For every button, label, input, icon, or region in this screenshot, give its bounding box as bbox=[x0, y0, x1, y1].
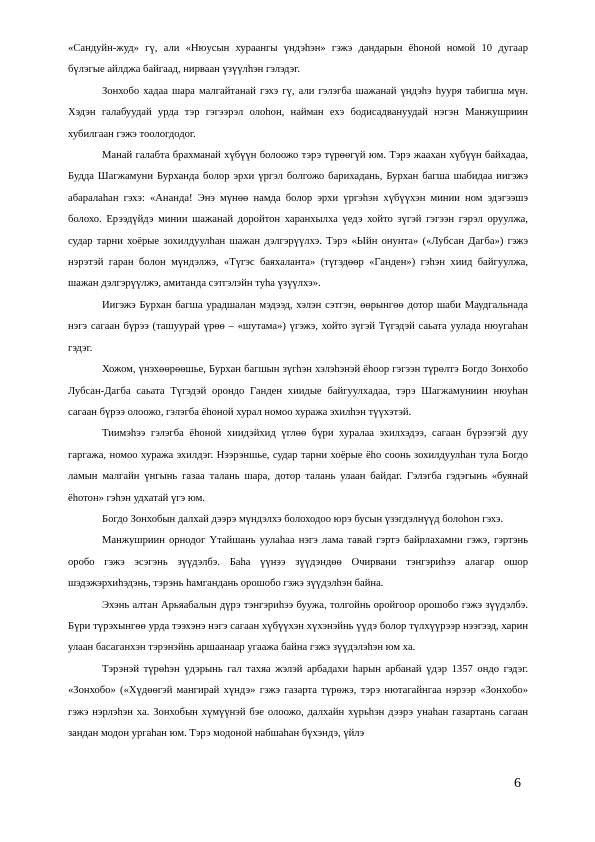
paragraph: Манжушриин орнодог Үтайшань уулаһаа нэгэ лама тавай гэртэ байрлахамни гэжэ, гэртэнь оробо гэжэ эсэгэнь зүүдэлбэ. Баһа үүнээ зүүдэндөө Очирвани тэнгэриһээ алагар ошор шэдэжэрхиһэдэнь, тэрэнь һамгандань орошобо гэжэ зүүдэлһэн байна. bbox=[68, 535, 528, 590]
paragraph: Манай галабта брахманай хүбүүн болоожо тэрэ түрөөгүй юм. Тэрэ жаахан хүбүүн байхадаа, Будда Шагжамуни Бурханда болор эрхи үргэл болгожо барихадань, Бурхан багша шабидаа иигэжэ абаралаһан гэхэ: «Ананда! Энэ мүнөө намда болор эрхи үргэһэн хүбүүхэн минии ном эдэгээшэ болохо. Ерээдүйдэ минии шажанай доройтон харанхылха үедэ хойто зүгэй гэгээн гэрэл оруулжа, судар тарни хоёрые зохилдуулһан шажан дэлгэрүүлхэ. Тэрэ «Ыйн онунта» («Лубсан Дагба») гэжэ нэрэтэй гаран болон мүндэлжэ, «Түгэс баяхаланта» (түгэдөөр «Ганден») гэһэн хиид байгуулжа, шажан дэлгэрүүлжэ, амитанда сэтгэлэйн туһа үзүүлхэ». bbox=[68, 150, 528, 290]
paragraph: Эхэнь алтан Арьяабалын дүрэ тэнгэриһээ буужа, толгойнь оройгоор орошобо гэжэ зүүдэлбэ. Бүри түрэхынгөө урда тээхэнэ нэгэ сагаан хүбүүхэн хүхэнэйнь үүдэ болор түлхүүрээр нээгээд, харин улаан басаганхэн тэрэнэйнь аршаанаар угаажа байна гэжэ зүүдэлэһэн юм ха. bbox=[68, 599, 528, 654]
page-number: 6 bbox=[514, 776, 521, 791]
paragraph: Богдо Зонхобын далхай дээрэ мүндэлхэ болоходоо юрэ бусын үзэгдэлнүүд болоһон гэхэ. bbox=[102, 513, 504, 525]
paragraph: Тиимэһээ гэлэгба ёһоной хиидэйхид үглөө бүри хуралаа эхилхэдээ, сагаан бүрээгэй дуу гаргажа, номоо хуража эхилдэг. Нээрэншье, судар тарни хоёрые ёһо соонь зохилдуулһан тула Богдо ламын малгайн үнгынь газаа талань шара, дотор талань улаан байдаг. Гэлэгба гэдэгынь «буянай ёһотон» гэһэн удхатай үгэ юм. bbox=[68, 428, 528, 504]
paragraph: Зонхобо хадаа шара малгайтанай гэхэ гү, али гэлэгба шажанай үндэһэ һууря табигша мүн. Хэдэн галабуудай урда тэр гэгээрэл олоһон, найман ехэ бодисадвануудай нэгэн Манжушриин хубилгаан гэжэ тоологдодог. bbox=[68, 85, 528, 140]
paragraph: Тэрэнэй түрөһэн үдэрынь гал тахяа жэлэй арбадахи һарын арбанай үдэр 1357 ондо гэдэг. «Зонхобо» («Хүдөөгэй мангирай хүндэ» гэжэ газарта түрөжэ, тэрэ нютагайнгаа нэрээр «Зонхобо» гэжэ нэрлэһэн ха. Зонхобын хүмүүнэй бэе олоожо, далхайн хүрьһэн дээрэ унаһан газартань сагаан зандан модон ургаһан юм. Тэрэ модоной набшаһан бүхэндэ, үйлэ bbox=[68, 663, 528, 739]
body-text bbox=[68, 38, 528, 744]
paragraph: «Сандуйн-жуд» гү, али «Нюусын хураангы үндэһэн» гэжэ дандарын ёһоной номой 10 дугаар бүлэгые айлджа байгаад, нирваан үзүүлһэн гэлэдэг. bbox=[68, 43, 528, 76]
paragraph: Хожом, үнэхөөрөөшье, Бурхан багшын зүгһэн хэлэһэнэй ёһоор гэгээн түрөлтэ Богдо Зонхобо Лубсан-Дагба саьата Түгэдэй орондо Ганден хиидые байгуулхадаа, тэрэ Шагжамуниин нюуһан сагаан бүрээ олоожо, гэлэгба ёһоной хурал номоо хуража эхилһэн түүхэтэй. bbox=[68, 364, 528, 418]
paragraph: Иигэжэ Бурхан багша урадшалан мэдээд, хэлэн сэтгэн, өөрынгөө дотор шаби Маудгальнада нэгэ сагаан бүрээ (ташуурай үрөө – «шутама») үгэжэ, хойто зүгэй Түгэдэй саьата уулада нюугаһан гэдэг. bbox=[68, 299, 528, 354]
